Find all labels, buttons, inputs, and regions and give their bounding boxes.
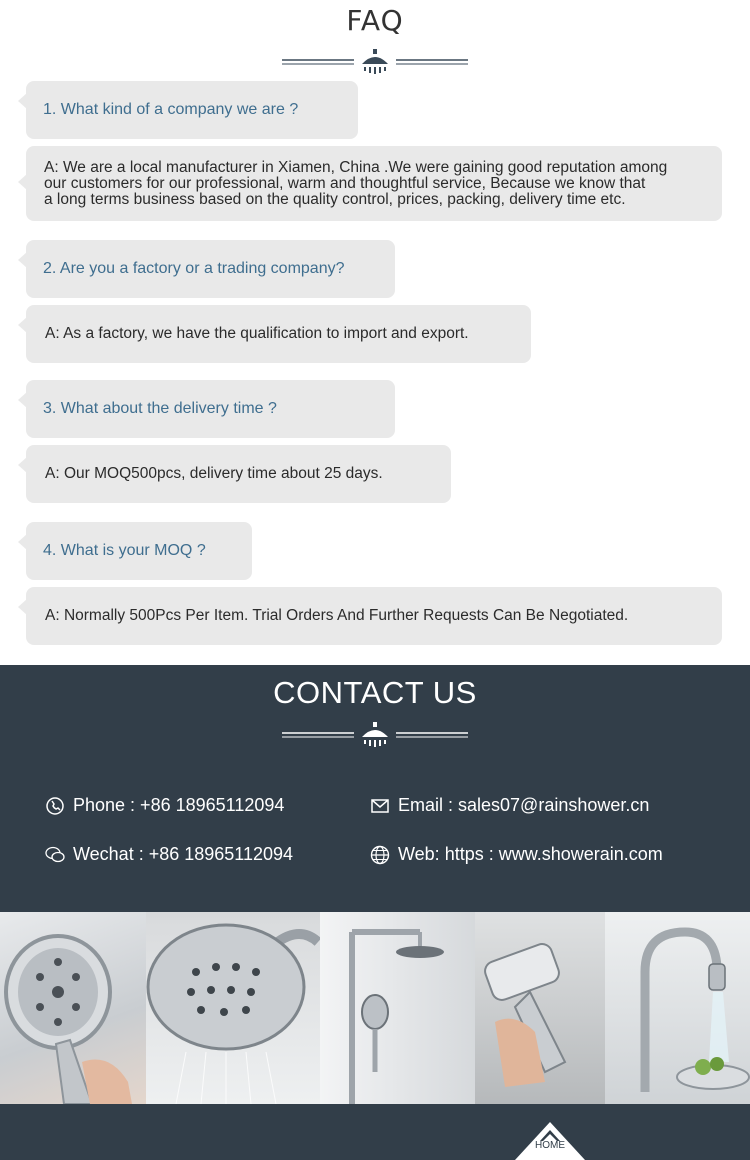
faq-question-text: 4. What is your MOQ ? <box>43 542 206 559</box>
faq-answer-1 <box>26 146 722 221</box>
shower-head-icon <box>280 721 470 751</box>
web-text: Web: https : www.showerain.com <box>398 844 663 864</box>
faq-question-3 <box>26 380 395 438</box>
faq-question-1 <box>26 81 358 139</box>
faq-answer-text: A: Our MOQ500pcs, delivery time about 25 days. <box>45 465 383 482</box>
bottom-bar <box>0 1104 750 1160</box>
faq-question-text: 2. Are you a factory or a trading company? <box>43 260 345 277</box>
faq-answer-4 <box>26 587 722 645</box>
answer-line: A: We are a local manufacturer in Xiamen, China .We were gaining good reputation among <box>44 159 668 176</box>
kitchen-faucet-photo[interactable] <box>605 912 750 1104</box>
contact-email[interactable] <box>370 795 649 816</box>
faq-question-text: 3. What about the delivery time ? <box>43 400 277 417</box>
faq-answer-text: A: As a factory, we have the qualification to import and export. <box>45 325 469 342</box>
phone-icon <box>45 796 65 816</box>
faq-answer-2 <box>26 305 531 363</box>
product-photo-strip <box>0 912 750 1104</box>
faq-question-text: 1. What kind of a company we are ? <box>43 101 299 118</box>
handheld-shower-head-photo[interactable] <box>0 912 146 1104</box>
faq-title: FAQ <box>346 4 404 37</box>
wechat-icon <box>45 845 65 865</box>
faq-divider <box>0 48 750 78</box>
globe-icon <box>370 845 390 865</box>
contact-web[interactable] <box>370 844 663 865</box>
contact-wechat[interactable] <box>45 844 293 865</box>
faq-question-4 <box>26 522 252 580</box>
faq-answer-text <box>26 146 722 221</box>
answer-line: a long terms business based on the quality control, prices, packing, delivery time etc. <box>44 191 626 208</box>
faq-answer-3 <box>26 445 451 503</box>
envelope-icon <box>370 796 390 816</box>
rain-shower-head-photo[interactable] <box>146 912 320 1104</box>
email-text: Email : sales07@rainshower.cn <box>398 795 650 815</box>
shower-head-icon <box>280 48 470 78</box>
faq-question-2 <box>26 240 395 298</box>
contact-section <box>0 665 750 912</box>
shower-column-set-photo[interactable] <box>320 912 475 1104</box>
phone-text: Phone : +86 18965112094 <box>73 795 285 815</box>
bidet-sprayer-photo[interactable] <box>475 912 605 1104</box>
wechat-text: Wechat : +86 18965112094 <box>73 844 294 864</box>
home-label[interactable]: HOME <box>535 1140 565 1151</box>
faq-answer-text: A: Normally 500Pcs Per Item. Trial Orders And Further Requests Can Be Negotiated. <box>45 607 629 624</box>
contact-phone[interactable] <box>45 795 284 816</box>
contact-divider <box>0 721 750 751</box>
contact-title: CONTACT US <box>273 675 477 710</box>
answer-line: our customers for our professional, warm and thoughtful service, Because we know that <box>44 175 646 192</box>
